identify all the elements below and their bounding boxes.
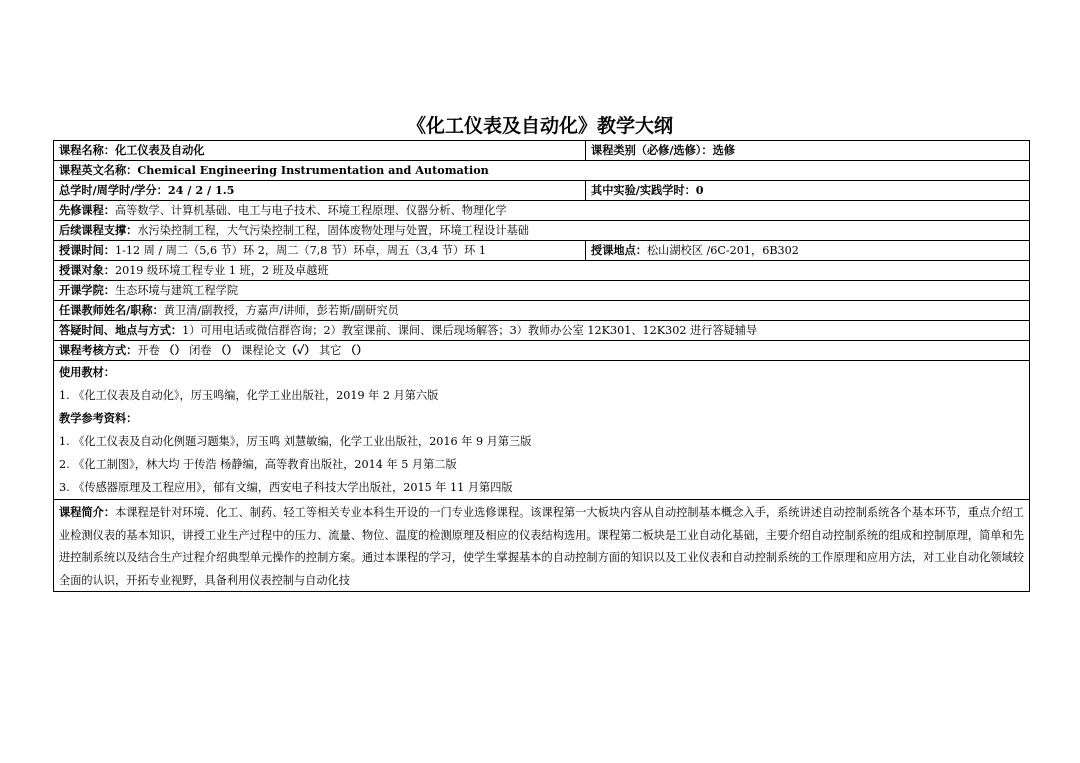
row-course-name bbox=[54, 141, 1030, 161]
reference-item: 3. 《传感器原理及工程应用》，郁有文编，西安电子科技大学出版社，2015 年 11 月第四版 bbox=[59, 481, 513, 494]
materials-cell bbox=[54, 361, 1030, 500]
follow-up-value: 水污染控制工程，大气污染控制工程，固体废物处理与处置，环境工程设计基础 bbox=[137, 224, 529, 237]
row-follow-up bbox=[54, 221, 1030, 241]
qa-cell bbox=[54, 321, 1030, 341]
audience-label: 授课对象： bbox=[59, 263, 115, 277]
page-title: 《化工仪表及自动化》教学大纲 bbox=[406, 115, 673, 137]
audience-cell bbox=[54, 261, 1030, 281]
row-english-name bbox=[54, 161, 1030, 181]
lab-hours-value: 0 bbox=[695, 183, 704, 197]
schedule-value: 1-12 周 / 周二（5,6 节）环 2，周二（7,8 节）环卓，周五（3,4 节）环 1 bbox=[114, 244, 487, 257]
lab-hours-label: 其中实验/实践学时： bbox=[591, 183, 696, 197]
reference-item: 1. 《化工仪表及自动化例题习题集》，厉玉鸣 刘慧敏编，化学工业出版社，2016 年 9 月第三版 bbox=[59, 435, 532, 448]
prerequisites-cell bbox=[54, 201, 1030, 221]
prerequisites-value: 高等数学、计算机基础、电工与电子技术、环境工程原理、仪器分析、物理化学 bbox=[114, 204, 507, 217]
row-college bbox=[54, 281, 1030, 301]
assessment-paren-paper: （✓） bbox=[285, 343, 316, 357]
course-name-cell bbox=[54, 141, 586, 161]
assessment-option-open-book: 开卷 bbox=[137, 344, 160, 357]
intro-text: 本课程是针对环境、化工、制药、轻工等相关专业本科生开设的一门专业选修课程。该课程第一大板块内容从自动控制基本概念入手，系统讲述自动控制系统各个基本环节，重点介绍工业检测仪表的基本知识，讲授工业生产过程中的压力、流量、物位、温度的检测原理及相应的仪表结构选用。课程第二板块是工业自动化基础，主要介绍自动控制系统的组成和控制原理，简单和先进控制系统以及结合生产过程介绍典型单元操作的控制方案。通过本课程的学习，使学生掌握基本的自动控制方面的知识以及工业仪表和自动控制系统的工作原理和应用方法，对工业自动化领域较全面的认识，开拓专业视野，具备利用仪表控制与自动化技 bbox=[59, 506, 1024, 587]
course-name-label: 课程名称： bbox=[59, 143, 115, 157]
english-name-cell bbox=[54, 161, 1030, 181]
assessment-label: 课程考核方式： bbox=[59, 343, 138, 357]
row-hours bbox=[54, 181, 1030, 201]
syllabus-table bbox=[53, 140, 1030, 592]
schedule-cell bbox=[54, 241, 586, 261]
english-name-value: Chemical Engineering Instrumentation and Automation bbox=[137, 163, 489, 177]
row-assessment bbox=[54, 341, 1030, 361]
teachers-value: 黄卫清/副教授，方嘉声/讲师，彭若斯/副研究员 bbox=[163, 304, 399, 317]
qa-label: 答疑时间、地点与方式： bbox=[59, 323, 183, 337]
course-name-value: 化工仪表及自动化 bbox=[114, 143, 205, 157]
english-name-label: 课程英文名称： bbox=[59, 163, 138, 177]
assessment-paren-other: （） bbox=[345, 343, 368, 357]
location-cell bbox=[586, 241, 1030, 261]
row-prerequisites bbox=[54, 201, 1030, 221]
textbook-label: 使用教材： bbox=[59, 365, 115, 379]
college-label: 开课学院： bbox=[59, 283, 115, 297]
textbook-item: 1. 《化工仪表及自动化》，厉玉鸣编，化学工业出版社，2019 年 2 月第六版 bbox=[59, 389, 439, 402]
lab-hours-cell bbox=[586, 181, 1030, 201]
hours-label: 总学时/周学时/学分： bbox=[59, 183, 168, 197]
schedule-label: 授课时间： bbox=[59, 243, 115, 257]
reference-item: 2. 《化工制图》，林大均 于传浩 杨静编，高等教育出版社，2014 年 5 月第二版 bbox=[59, 458, 457, 471]
follow-up-cell bbox=[54, 221, 1030, 241]
location-label: 授课地点： bbox=[591, 243, 647, 257]
assessment-option-closed-book: 闭卷 bbox=[189, 344, 212, 357]
row-audience bbox=[54, 261, 1030, 281]
college-value: 生态环境与建筑工程学院 bbox=[114, 284, 239, 297]
prerequisites-label: 先修课程： bbox=[59, 203, 115, 217]
qa-value: 1）可用电话或微信群咨询；2）教室课前、课间、课后现场解答；3）教师办公室 12K301、12K302 进行答疑辅导 bbox=[182, 324, 758, 337]
follow-up-label: 后续课程支撑： bbox=[59, 223, 138, 237]
assessment-paren-closed-book: （） bbox=[215, 343, 238, 357]
row-teachers bbox=[54, 301, 1030, 321]
college-cell bbox=[54, 281, 1030, 301]
course-type-label: 课程类别（必修/选修）： bbox=[591, 143, 713, 157]
course-type-cell bbox=[586, 141, 1030, 161]
row-schedule bbox=[54, 241, 1030, 261]
row-intro bbox=[54, 500, 1030, 592]
assessment-option-paper: 课程论文 bbox=[241, 344, 286, 357]
teachers-cell bbox=[54, 301, 1030, 321]
hours-value: 24 / 2 / 1.5 bbox=[167, 183, 235, 197]
row-qa bbox=[54, 321, 1030, 341]
teachers-label: 任课教师姓名/职称： bbox=[59, 303, 164, 317]
assessment-option-other: 其它 bbox=[319, 344, 342, 357]
assessment-paren-open-book: （） bbox=[163, 343, 186, 357]
intro-cell bbox=[54, 500, 1030, 592]
row-materials bbox=[54, 361, 1030, 500]
location-value: 松山湖校区 /6C-201，6B302 bbox=[646, 244, 799, 257]
reference-label: 教学参考资料： bbox=[59, 411, 138, 425]
assessment-cell bbox=[54, 341, 1030, 361]
hours-cell bbox=[54, 181, 586, 201]
audience-value: 2019 级环境工程专业 1 班，2 班及卓越班 bbox=[114, 264, 329, 277]
intro-paragraph bbox=[54, 500, 1029, 591]
course-type-value: 选修 bbox=[712, 143, 735, 157]
intro-label: 课程简介： bbox=[59, 505, 116, 519]
